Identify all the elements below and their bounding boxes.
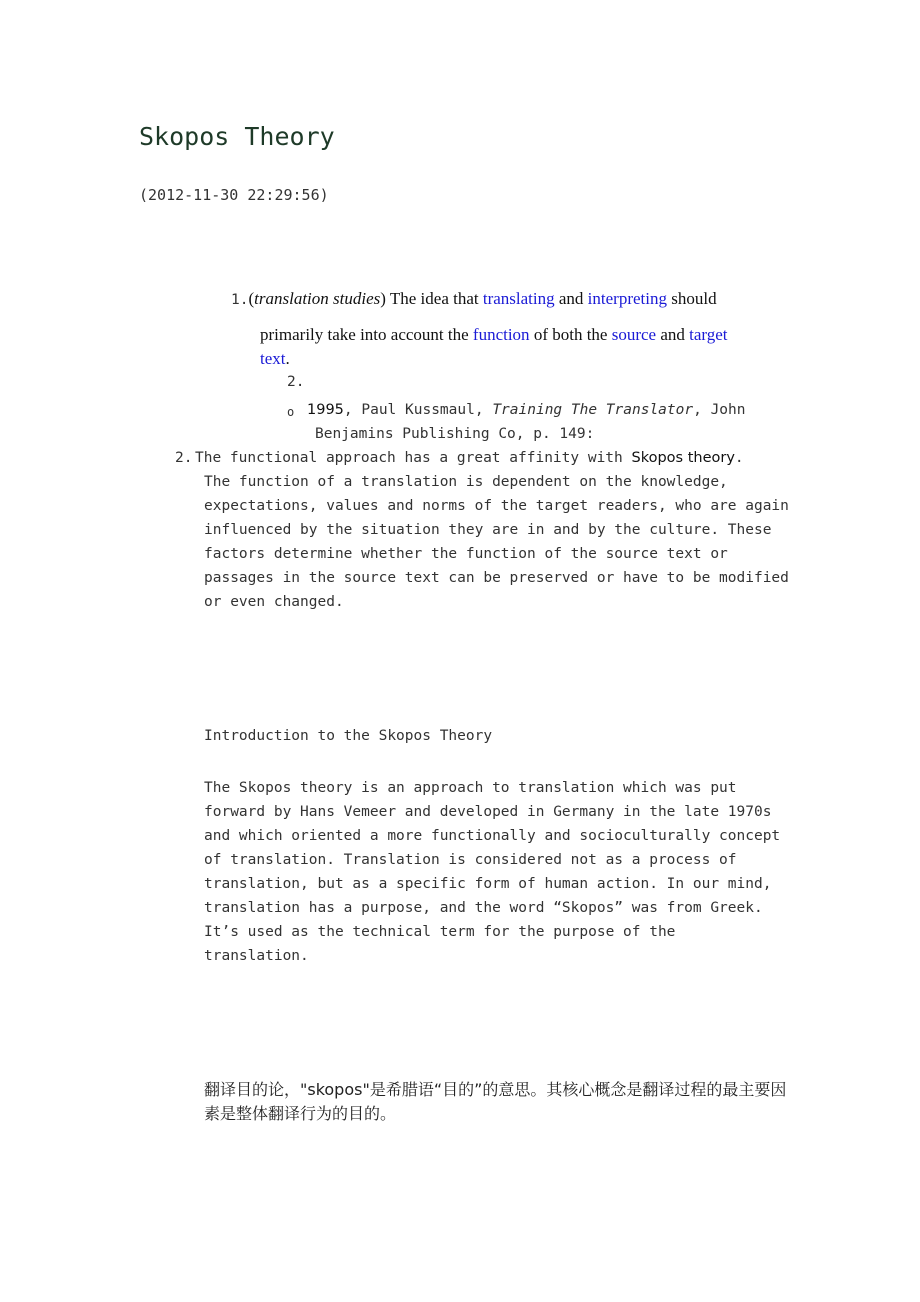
link-interpreting[interactable]: interpreting — [587, 289, 667, 308]
bullet-icon: o — [287, 405, 295, 419]
citation-line-1: 1995, Paul Kussmaul, Training The Translator, John — [307, 402, 746, 418]
link-text[interactable]: text — [260, 349, 286, 368]
chinese-paragraph: 翻译目的论，"skopos"是希腊语“目的”的意思。其核心概念是翻译过程的最主要因素是整体翻译行为的目的。 — [204, 1080, 787, 1123]
post-date: (2012-11-30 22:29:56) — [139, 186, 329, 204]
intro-heading: Introduction to the Skopos Theory — [204, 728, 493, 744]
citation-book: Training The Translator — [492, 402, 694, 418]
definition-number: 1. — [231, 292, 249, 308]
definition-line-2: primarily take into account the function of both the source and target text. — [260, 325, 728, 368]
sub-list-number: 2. — [287, 374, 305, 390]
citation-line-2: Benjamins Publishing Co, p. 149: — [315, 426, 595, 442]
definition-line-1: 1.(translation studies) The idea that translating and interpreting should — [231, 289, 717, 308]
intro-paragraph: The Skopos theory is an approach to translation which was put forward by Hans Vemeer and developed in Germany in the late 1970s and which oriented a more functionally and socioculturally concept of translation. Translation is considered not as a process of translation, but as a specific form of human action. In our mind, translation has a purpose, and the word “Skopos” was from Greek. It’s used as the technical term for the purpose of the translation. — [204, 780, 781, 964]
link-target[interactable]: target — [689, 325, 728, 344]
page-title: Skopos Theory — [139, 122, 335, 151]
citation-year: 1995 — [307, 402, 344, 418]
list-item-lead: The functional approach has a great affinity with Skopos theory. — [195, 450, 744, 466]
list-item-body: The function of a translation is dependent on the knowledge, expectations, values and norms of the target readers, who are again influenced by the situation they are in and by the culture. These factors determine whether the function of the source text or passages in the source text can be preserved or have to be modified or even changed. — [204, 474, 789, 610]
field-label: translation studies — [254, 289, 381, 308]
link-source[interactable]: source — [611, 325, 657, 344]
list-item-number: 2. — [175, 450, 193, 466]
skopos-term: Skopos theory — [631, 450, 735, 466]
link-translating[interactable]: translating — [482, 289, 555, 308]
link-function[interactable]: function — [472, 325, 530, 344]
